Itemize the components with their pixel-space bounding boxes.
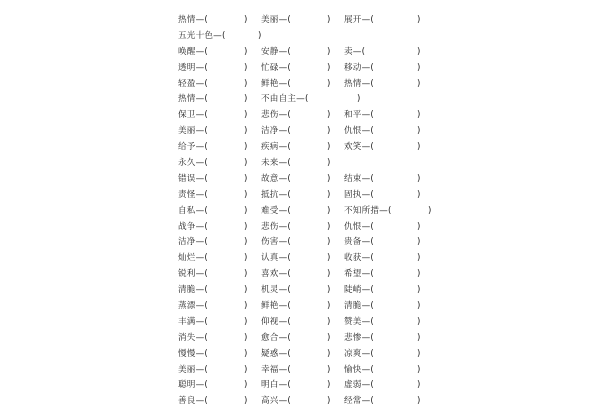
word-prompt: 轻盈—( [178,78,208,89]
closing-paren: ) [417,348,421,359]
word-item [261,220,344,236]
closing-paren: ) [244,110,248,121]
word-prompt: 蒸漂—( [178,301,208,312]
closing-paren: ) [244,94,248,105]
worksheet-row [178,124,438,140]
word-item [344,251,438,267]
word-prompt: 仇恨—( [344,126,374,137]
word-item [344,378,438,394]
closing-paren: ) [327,380,331,391]
word-item [261,235,344,251]
word-item [261,204,344,220]
word-prompt: 忙碌—( [261,62,291,73]
word-prompt: 欢笑—( [344,142,374,153]
closing-paren: ) [327,364,331,375]
closing-paren: ) [327,332,331,343]
closing-paren: ) [417,78,421,89]
closing-paren: ) [417,15,421,25]
closing-paren: ) [428,205,432,216]
closing-paren: ) [244,396,248,407]
word-item [344,124,438,140]
closing-paren: ) [327,221,331,232]
word-item [261,283,344,299]
worksheet-row [178,220,438,236]
closing-paren: ) [417,237,421,248]
word-item [261,299,344,315]
closing-paren: ) [417,396,421,407]
closing-paren: ) [244,62,248,73]
word-item [261,61,344,77]
word-item [178,204,261,220]
closing-paren: ) [417,62,421,73]
word-item [178,267,261,283]
word-prompt: 展开—( [344,15,374,25]
word-item [261,140,344,156]
word-prompt: 赞美—( [344,316,374,327]
word-prompt: 机灵—( [261,285,291,296]
closing-paren: ) [244,205,248,216]
word-item [261,378,344,394]
word-prompt: 伤害—( [261,237,291,248]
word-prompt: 愈合—( [261,332,291,343]
word-item [344,315,438,331]
closing-paren: ) [244,380,248,391]
closing-paren: ) [327,158,331,169]
word-item [261,45,344,61]
closing-paren: ) [417,189,421,200]
closing-paren: ) [417,253,421,264]
closing-paren: ) [327,189,331,200]
closing-paren: ) [327,269,331,280]
closing-paren: ) [417,269,421,280]
word-prompt: 鲜艳—( [261,301,291,312]
word-item [344,331,438,347]
word-item [261,92,401,108]
word-prompt: 故意—( [261,173,291,184]
word-prompt: 疑惑—( [261,348,291,359]
word-prompt: 慢慢—( [178,348,208,359]
closing-paren: ) [417,126,421,137]
closing-paren: ) [417,173,421,184]
closing-paren: ) [327,46,331,57]
worksheet-row [178,61,438,77]
word-prompt: 悲伤—( [261,221,291,232]
closing-paren: ) [244,158,248,169]
worksheet-row [178,235,438,251]
closing-paren: ) [244,142,248,153]
closing-paren: ) [327,78,331,89]
word-prompt: 悲惨—( [344,332,374,343]
word-item [178,77,261,93]
closing-paren: ) [244,126,248,137]
word-prompt: 聪明—( [178,380,208,391]
word-item [261,267,344,283]
worksheet-row [178,394,438,410]
closing-paren: ) [327,110,331,121]
closing-paren: ) [417,46,421,57]
closing-paren: ) [244,332,248,343]
word-item [344,299,438,315]
word-prompt: 给予—( [178,142,208,153]
word-item [178,188,261,204]
closing-paren: ) [417,110,421,121]
closing-paren: ) [417,380,421,391]
word-prompt: 唤醒—( [178,46,208,57]
word-item [178,235,261,251]
worksheet-row [178,172,438,188]
closing-paren: ) [244,189,248,200]
word-item [344,204,438,220]
worksheet-row [178,77,438,93]
worksheet-row [178,347,438,363]
word-prompt: 幸福—( [261,364,291,375]
word-item [178,283,261,299]
word-prompt: 保卫—( [178,110,208,121]
worksheet-row [178,92,438,108]
word-prompt: 愉快—( [344,364,374,375]
word-prompt: 锐利—( [178,269,208,280]
word-item [178,331,261,347]
closing-paren: ) [327,205,331,216]
worksheet-row [178,156,438,172]
closing-paren: ) [327,15,331,25]
word-item [178,251,261,267]
word-item [344,220,438,236]
word-prompt: 贵备—( [344,237,374,248]
word-item [178,29,261,45]
closing-paren: ) [327,396,331,407]
word-item [178,363,261,379]
word-prompt: 卖—( [344,46,366,57]
word-item [344,394,438,410]
worksheet-row [178,251,438,267]
worksheet-row [178,29,438,45]
word-prompt: 热情—( [178,15,208,25]
closing-paren: ) [327,142,331,153]
word-prompt: 热情—( [178,94,208,105]
worksheet-row [178,204,438,220]
word-prompt: 永久—( [178,158,208,169]
word-item [178,61,261,77]
worksheet-row [178,315,438,331]
worksheet-row [178,378,438,394]
word-item [261,156,344,172]
word-prompt: 美丽—( [178,364,208,375]
closing-paren: ) [244,301,248,312]
closing-paren: ) [244,237,248,248]
closing-paren: ) [327,253,331,264]
word-item [261,315,344,331]
word-item [344,13,438,29]
closing-paren: ) [417,301,421,312]
closing-paren: ) [244,221,248,232]
word-prompt: 错误—( [178,173,208,184]
worksheet-row [178,283,438,299]
worksheet-row [178,188,438,204]
word-prompt: 凉爽—( [344,348,374,359]
word-item [178,92,261,108]
word-prompt: 五光十色—( [178,30,226,41]
word-prompt: 认真—( [261,253,291,264]
word-item [178,347,261,363]
worksheet-row [178,299,438,315]
word-item [178,108,261,124]
word-item [261,394,344,410]
word-prompt: 丰满—( [178,316,208,327]
word-prompt: 安静—( [261,46,291,57]
word-item [178,140,261,156]
word-item [344,347,438,363]
word-prompt: 善良—( [178,396,208,407]
word-prompt: 未来—( [261,158,291,169]
closing-paren: ) [417,332,421,343]
word-item [344,267,438,283]
word-item [261,188,344,204]
closing-paren: ) [258,30,262,41]
closing-paren: ) [417,142,421,153]
closing-paren: ) [327,316,331,327]
word-item [344,188,438,204]
closing-paren: ) [244,364,248,375]
closing-paren: ) [244,15,248,25]
word-item [261,124,344,140]
closing-paren: ) [417,364,421,375]
closing-paren: ) [244,173,248,184]
closing-paren: ) [244,269,248,280]
word-item [344,45,438,61]
word-item [178,172,261,188]
word-prompt: 和平—( [344,110,374,121]
word-item [344,77,438,93]
word-item [261,251,344,267]
word-prompt: 虚弱—( [344,380,374,391]
word-item [178,156,261,172]
word-prompt: 悲伤—( [261,110,291,121]
closing-paren: ) [327,62,331,73]
word-prompt: 清脆—( [178,285,208,296]
word-prompt: 移动—( [344,62,374,73]
word-prompt: 鲜艳—( [261,78,291,89]
word-prompt: 不由自主—( [261,94,309,105]
word-prompt: 难受—( [261,205,291,216]
closing-paren: ) [327,348,331,359]
closing-paren: ) [244,348,248,359]
word-item [344,61,438,77]
word-item [178,13,261,29]
word-prompt: 经常—( [344,396,374,407]
closing-paren: ) [244,78,248,89]
word-item [261,13,344,29]
word-item [261,347,344,363]
closing-paren: ) [327,301,331,312]
word-item [344,108,438,124]
word-item [178,299,261,315]
word-prompt: 高兴—( [261,396,291,407]
closing-paren: ) [357,94,361,105]
word-item [178,124,261,140]
word-prompt: 抵抗—( [261,189,291,200]
word-item [344,363,438,379]
worksheet-row [178,140,438,156]
word-item [261,108,344,124]
closing-paren: ) [244,316,248,327]
worksheet-row [178,108,438,124]
word-item [178,315,261,331]
word-prompt: 收获—( [344,253,374,264]
word-prompt: 战争—( [178,221,208,232]
word-item [261,331,344,347]
word-prompt: 仰视—( [261,316,291,327]
word-prompt: 希望—( [344,269,374,280]
word-item [178,378,261,394]
closing-paren: ) [244,285,248,296]
word-item [261,77,344,93]
word-prompt: 美丽—( [178,126,208,137]
closing-paren: ) [417,221,421,232]
word-prompt: 洁净—( [178,237,208,248]
word-item [178,394,261,410]
word-prompt: 结束—( [344,173,374,184]
word-prompt: 不知所措—( [344,205,392,216]
worksheet-row [178,45,438,61]
word-prompt: 仇恨—( [344,221,374,232]
worksheet-row [178,13,438,29]
word-prompt: 责怪—( [178,189,208,200]
word-prompt: 消失—( [178,332,208,343]
word-item [344,235,438,251]
worksheet-row [178,331,438,347]
worksheet-row [178,363,438,379]
word-item [344,140,438,156]
closing-paren: ) [327,237,331,248]
word-prompt: 自私—( [178,205,208,216]
closing-paren: ) [417,285,421,296]
word-prompt: 洁净—( [261,126,291,137]
word-prompt: 美丽—( [261,15,291,25]
closing-paren: ) [244,253,248,264]
closing-paren: ) [327,126,331,137]
word-prompt: 明白—( [261,380,291,391]
closing-paren: ) [244,46,248,57]
word-prompt: 固执—( [344,189,374,200]
word-item [344,283,438,299]
word-prompt: 陡峭—( [344,285,374,296]
word-prompt: 喜欢—( [261,269,291,280]
word-prompt: 热情—( [344,78,374,89]
antonym-worksheet [178,13,438,410]
closing-paren: ) [327,173,331,184]
word-prompt: 清脆—( [344,301,374,312]
word-item [261,363,344,379]
closing-paren: ) [417,316,421,327]
worksheet-row [178,267,438,283]
closing-paren: ) [327,285,331,296]
word-item [344,172,438,188]
word-prompt: 疾病—( [261,142,291,153]
word-item [178,220,261,236]
word-item [261,172,344,188]
word-prompt: 透明—( [178,62,208,73]
word-item [178,45,261,61]
word-prompt: 灿烂—( [178,253,208,264]
